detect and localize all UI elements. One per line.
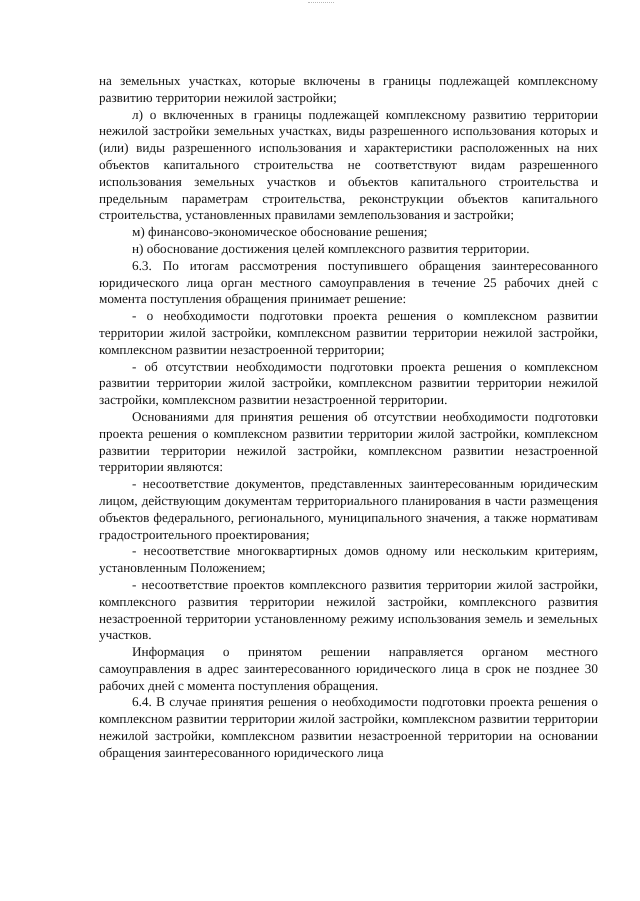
paragraph-k-continuation: на земельных участках, которые включены в границы подлежащей комплексному развитию территории нежилой застройки;	[99, 73, 598, 105]
notification-paragraph: Информация о принятом решении направляется органом местного самоуправления в адрес заинтересованного юридического лица в срок не позднее 30 рабочих дней с момента поступления обращения.	[99, 644, 598, 693]
section-6-4: 6.4. В случае принятия решения о необходимости подготовки проекта решения о комплексном развитии территории жилой застройки, комплексном развитии территории нежилой застройки, комплексном развитии незастроенной территории на основании обращения заинтересованного юридического лица	[99, 694, 598, 760]
paragraph-l: л) о включенных в границы подлежащей комплексному развитию территории нежилой застройки земельных участках, виды разрешенного использования которых и (или) виды разрешенного использования и характеристики расположенных на них объектов капитального строительства не соответствуют видам разрешенного использования земельных участков и объектов капитального строительства и предельным параметрам строительства, реконструкции объектов капитального строительства, установленных правилами землепользования и застройки;	[99, 106, 598, 223]
ground-criteria-mismatch: - несоответствие многоквартирных домов одному или нескольким критериям, установленным Положением;	[99, 543, 598, 576]
scan-mark	[308, 2, 334, 3]
document-page	[99, 73, 598, 762]
paragraph-n: н) обоснование достижения целей комплексного развития территории.	[132, 240, 530, 256]
decision-option-necessity: - о необходимости подготовки проекта решения о комплексном развитии территории жилой застройки, комплексном развитии территории нежилой застройки, комплексном развитии незастроенной территории;	[99, 308, 598, 357]
ground-documents-mismatch: - несоответствие документов, представленных заинтересованным юридическим лицом, действующим документам территориального планирования в части размещения объектов федерального, регионального, муниципального значения, а также нормативам градостроительного проектирования;	[99, 476, 598, 542]
section-6-3: 6.3. По итогам рассмотрения поступившего обращения заинтересованного юридического лица орган местного самоуправления в течение 25 рабочих дней с момента поступления обращения принимает решение:	[99, 257, 598, 307]
paragraph-m: м) финансово-экономическое обоснование решения;	[132, 224, 428, 240]
grounds-intro: Основаниями для принятия решения об отсутствии необходимости подготовки проекта решения о комплексном развитии территории жилой застройки, комплексном развитии территории нежилой застройки, комплексном развитии незастроенной территории являются:	[99, 408, 598, 475]
ground-land-use-mismatch: - несоответствие проектов комплексного развития территории жилой застройки, комплексного развития территории нежилой застройки, комплексного развития незастроенной территории установленному режиму использования земель и земельных участков.	[99, 576, 598, 643]
decision-option-no-necessity: - об отсутствии необходимости подготовки проекта решения о комплексном развитии территории жилой застройки, комплексном развитии территории нежилой застройки, комплексном развитии незастроенной территории.	[99, 358, 598, 408]
